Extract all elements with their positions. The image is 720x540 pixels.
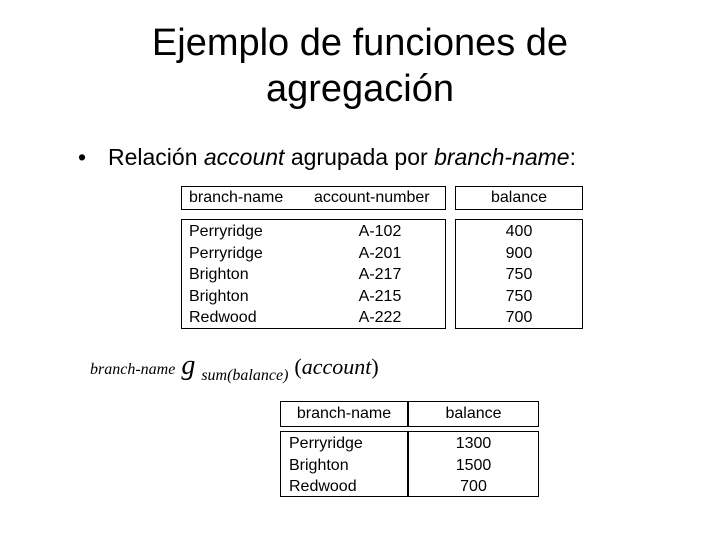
table-cell: Brighton [189, 266, 249, 283]
table-cell: A-201 [358, 244, 402, 262]
table-cell: 1500 [455, 456, 492, 474]
bullet-attribute: branch-name [434, 144, 570, 170]
table-cell: Perryridge [289, 435, 363, 452]
table-cell: Redwood [189, 309, 257, 326]
account-header-balance: balance [490, 189, 548, 206]
table-cell: A-102 [358, 223, 402, 240]
account-branch-column [189, 221, 263, 329]
table-cell: 900 [505, 244, 533, 262]
formula-open-paren: ( [294, 354, 302, 379]
table-cell: 1300 [455, 435, 492, 452]
bullet-suffix: : [569, 144, 576, 170]
bullet-relation: account [203, 144, 285, 170]
table-cell: A-215 [358, 287, 402, 305]
aggregation-formula [90, 350, 379, 382]
formula-operator: g [181, 350, 196, 381]
formula-group-attribute: branch-name [90, 361, 176, 378]
table-cell: 400 [505, 223, 533, 240]
bullet-icon: • [78, 144, 87, 170]
table-cell: Brighton [289, 456, 349, 474]
table-cell: Perryridge [189, 223, 263, 240]
formula-relation: account [301, 354, 372, 379]
formula-close-paren: ) [371, 354, 379, 379]
account-header-account-number: account-number [314, 189, 430, 206]
table-cell: Redwood [289, 478, 357, 495]
table-cell: A-222 [358, 309, 402, 326]
account-number-column [330, 221, 430, 329]
table-cell: Brighton [189, 287, 249, 305]
title-line-1: Ejemplo de funciones de [151, 22, 569, 64]
result-branch-column [289, 433, 363, 498]
table-cell: A-217 [358, 266, 402, 283]
result-header-branch-name: branch-name [296, 405, 392, 422]
table-cell: 750 [505, 287, 533, 305]
slide-title [0, 20, 720, 112]
account-header-branch-name: branch-name [189, 189, 284, 206]
title-line-2: agregación [265, 68, 455, 110]
account-balance-column [455, 221, 583, 329]
bullet-line [78, 143, 576, 171]
bullet-middle: agrupada por [284, 144, 435, 170]
table-cell: 750 [505, 266, 533, 283]
formula-aggregate: sum(balance) [201, 367, 289, 384]
result-header-balance: balance [445, 405, 502, 422]
result-balance-column [408, 433, 539, 498]
table-cell: Perryridge [189, 244, 263, 262]
table-cell: 700 [460, 478, 487, 495]
bullet-prefix: Relación [108, 144, 204, 170]
table-cell: 700 [505, 309, 533, 326]
